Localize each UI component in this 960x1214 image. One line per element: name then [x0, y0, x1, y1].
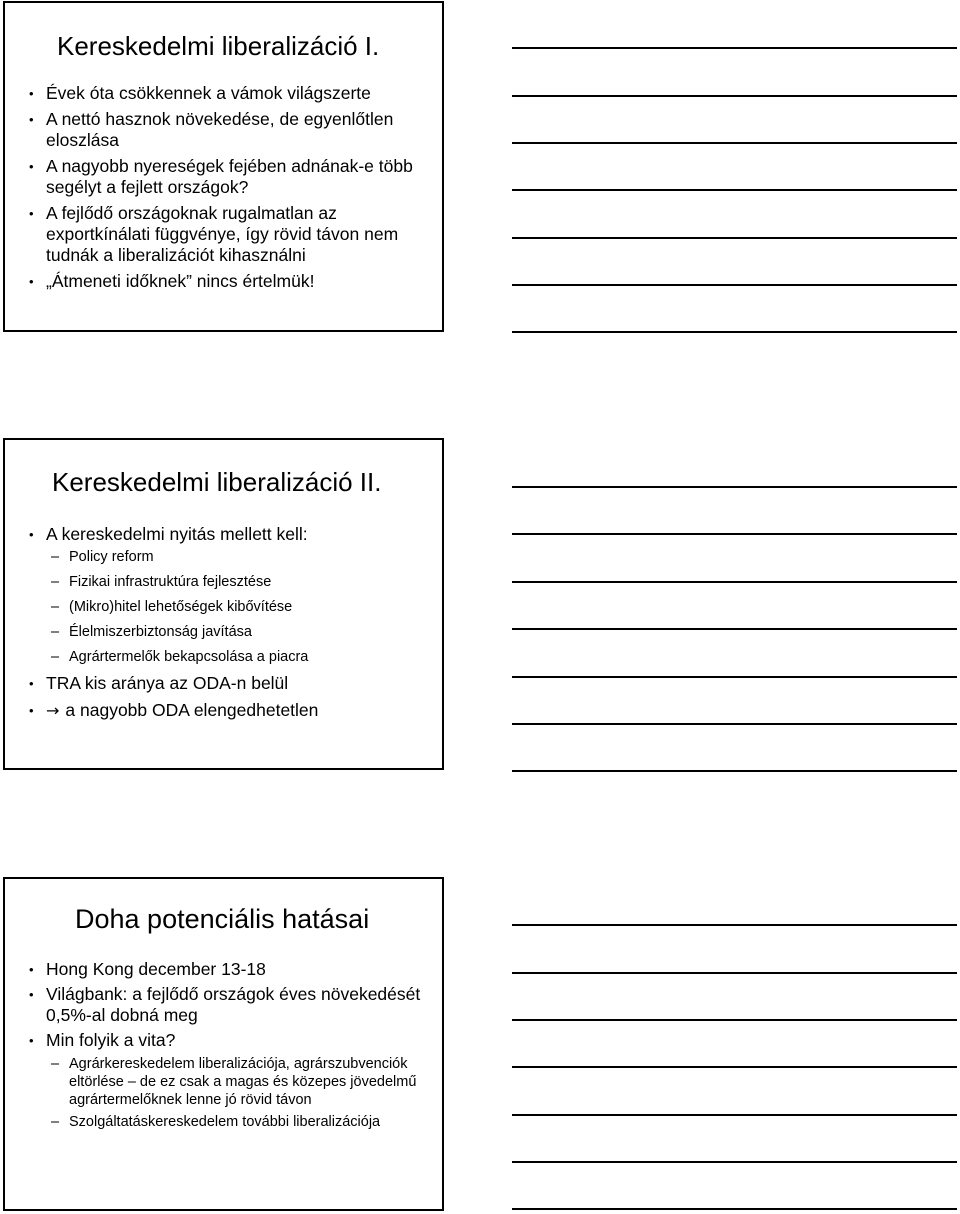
bullet-list [24, 524, 429, 727]
sub-item-text: Agrártermelők bekapcsolása a piacra [69, 649, 309, 665]
bullet-list [24, 83, 429, 297]
sub-item [24, 598, 429, 616]
bullet-list [24, 959, 429, 1135]
bullet-icon: • [29, 962, 34, 977]
bullet-item [24, 959, 429, 980]
sub-item [24, 623, 429, 641]
dash-icon: – [51, 1114, 60, 1130]
bullet-item [24, 156, 429, 198]
note-line [512, 486, 957, 488]
bullet-icon: • [29, 527, 34, 542]
note-line [512, 1066, 957, 1068]
bullet-item [24, 271, 429, 292]
note-line [512, 628, 957, 630]
bullet-text: Min folyik a vita? [46, 1030, 176, 1050]
bullet-text: Hong Kong december 13-18 [46, 959, 266, 979]
bullet-icon: • [29, 676, 34, 691]
bullet-item [24, 83, 429, 104]
note-line [512, 95, 957, 97]
bullet-item [24, 984, 429, 1026]
note-line [512, 142, 957, 144]
bullet-icon: • [29, 112, 34, 127]
bullet-text: „Átmeneti időknek” nincs értelmük! [46, 271, 315, 291]
sub-item-text: Agrárkereskedelem liberalizációja, agrárszubvenciók eltörlése – de ez csak a magas és közepes jövedelmű agrártermelőknek lenne jó rövid távon [69, 1056, 417, 1108]
note-line [512, 331, 957, 333]
bullet-item [24, 673, 429, 694]
bullet-text: Évek óta csökkennek a vámok világszerte [46, 83, 371, 103]
dash-icon: – [51, 624, 60, 640]
note-line [512, 676, 957, 678]
slide-2 [3, 438, 444, 770]
sub-list [24, 548, 429, 666]
sub-item [24, 648, 429, 666]
bullet-icon: • [29, 703, 34, 718]
bullet-item [24, 700, 429, 721]
bullet-icon: • [29, 274, 34, 289]
dash-icon: – [51, 549, 60, 565]
dash-icon: – [51, 574, 60, 590]
slide-title: Doha potenciális hatásai [75, 904, 370, 934]
bullet-icon: • [29, 86, 34, 101]
note-line [512, 770, 957, 772]
bullet-text: A nagyobb nyereségek fejében adnának-e több segélyt a fejlett országok? [46, 156, 413, 197]
slide-3 [3, 877, 444, 1211]
note-line [512, 1114, 957, 1116]
sub-item-text: (Mikro)hitel lehetőségek kibővítése [69, 599, 293, 615]
bullet-text: A kereskedelmi nyitás mellett kell: [46, 524, 308, 544]
bullet-icon: • [29, 206, 34, 221]
note-line [512, 47, 957, 49]
bullet-text: a nagyobb ODA elengedhetetlen [65, 700, 319, 720]
arrow-right-icon: → [46, 701, 60, 720]
sub-item [24, 1055, 429, 1109]
sub-list [24, 1055, 429, 1131]
note-line [512, 1208, 957, 1210]
note-line [512, 1161, 957, 1163]
slide-title: Kereskedelmi liberalizáció II. [52, 467, 382, 497]
bullet-item [24, 1030, 429, 1131]
bullet-text: A nettó hasznok növekedése, de egyenlőtlen eloszlása [46, 109, 394, 150]
bullet-text: Világbank: a fejlődő országok éves növekedését 0,5%-al dobná meg [46, 984, 421, 1025]
bullet-icon: • [29, 159, 34, 174]
bullet-item [24, 524, 429, 666]
slide-1 [3, 1, 444, 332]
dash-icon: – [51, 1056, 60, 1072]
dash-icon: – [51, 599, 60, 615]
sub-item [24, 1113, 429, 1131]
note-line [512, 284, 957, 286]
bullet-text: A fejlődő országoknak rugalmatlan az exportkínálati függvénye, így rövid távon nem tudnák a liberalizációt kihasználni [46, 203, 399, 265]
slide-title: Kereskedelmi liberalizáció I. [57, 31, 380, 61]
sub-item-text: Szolgáltatáskereskedelem további liberalizációja [69, 1114, 381, 1130]
bullet-item [24, 109, 429, 151]
note-line [512, 1019, 957, 1021]
dash-icon: – [51, 649, 60, 665]
note-line [512, 972, 957, 974]
sub-item-text: Policy reform [69, 549, 154, 565]
sub-item-text: Fizikai infrastruktúra fejlesztése [69, 574, 272, 590]
note-line [512, 581, 957, 583]
sub-item-text: Élelmiszerbiztonság javítása [69, 624, 252, 640]
note-line [512, 237, 957, 239]
sub-item [24, 548, 429, 566]
bullet-icon: • [29, 987, 34, 1002]
note-line [512, 924, 957, 926]
note-line [512, 533, 957, 535]
note-line [512, 189, 957, 191]
bullet-text: TRA kis aránya az ODA-n belül [46, 673, 289, 693]
bullet-icon: • [29, 1033, 34, 1048]
sub-item [24, 573, 429, 591]
bullet-item [24, 203, 429, 266]
note-line [512, 723, 957, 725]
